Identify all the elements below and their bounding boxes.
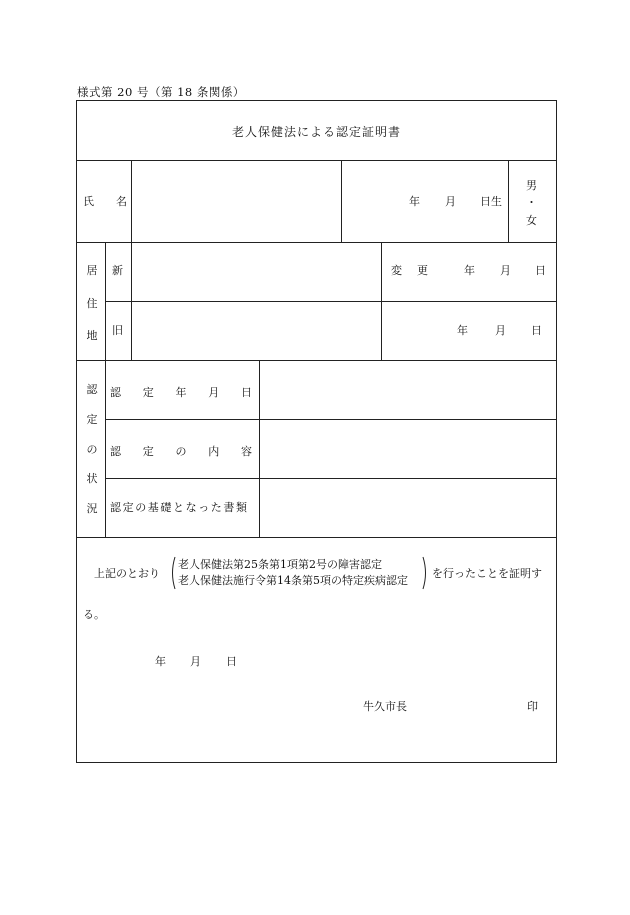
statement-continuation: る。 bbox=[83, 608, 105, 621]
date-label-char: 定 bbox=[142, 386, 154, 399]
date-label-char: 月 bbox=[208, 386, 220, 399]
certification-date-label bbox=[110, 384, 252, 400]
status-label-char: 状 bbox=[86, 472, 98, 486]
address-label bbox=[85, 265, 99, 341]
divider bbox=[105, 301, 556, 302]
form-number: 様式第 20 号（第 18 条関係） bbox=[77, 85, 245, 99]
certification-content-label bbox=[110, 443, 252, 459]
divider bbox=[105, 419, 556, 420]
divider bbox=[341, 160, 342, 242]
status-label-char: 定 bbox=[86, 412, 98, 426]
status-label-char: 況 bbox=[86, 502, 98, 515]
birth-year-label: 年 bbox=[409, 195, 420, 208]
basis-documents-label: 認定の基礎となった書類 bbox=[110, 501, 249, 514]
divider bbox=[381, 242, 382, 360]
divider bbox=[131, 242, 132, 360]
address-old-label: 旧 bbox=[112, 324, 123, 337]
status-label-char: 認 bbox=[86, 383, 98, 396]
certificate-form bbox=[76, 100, 557, 763]
divider bbox=[105, 478, 556, 479]
gender-male: 男 bbox=[526, 179, 537, 192]
gender-separator: ・ bbox=[526, 196, 537, 209]
address-label-char: 地 bbox=[86, 329, 98, 342]
issuer-title: 牛久市長 bbox=[363, 700, 407, 713]
date-label-char: 日 bbox=[241, 386, 252, 399]
date-label-char: 認 bbox=[110, 386, 121, 399]
birth-day-label: 日生 bbox=[480, 195, 502, 208]
issue-day-label: 日 bbox=[226, 655, 237, 668]
left-paren-icon bbox=[170, 556, 176, 590]
change-year-label: 年 bbox=[464, 264, 475, 277]
issue-year-label: 年 bbox=[155, 655, 166, 668]
divider bbox=[77, 242, 556, 243]
form-title: 老人保健法による認定証明書 bbox=[231, 125, 401, 139]
issue-month-label: 月 bbox=[190, 655, 201, 668]
address-new-label: 新 bbox=[112, 264, 123, 277]
old-year-label: 年 bbox=[457, 324, 468, 337]
status-label-char: の bbox=[86, 442, 98, 456]
option-specified-disease-certification: 老人保健法施行令第14条第5項の特定疾病認定 bbox=[178, 574, 408, 587]
divider bbox=[105, 242, 106, 360]
divider bbox=[77, 360, 556, 361]
change-month-label: 月 bbox=[500, 264, 511, 277]
change-day-label: 日 bbox=[535, 264, 546, 277]
statement-prefix: 上記のとおり bbox=[94, 567, 160, 580]
seal-label: 印 bbox=[527, 700, 538, 713]
divider bbox=[77, 160, 556, 161]
birth-month-label: 月 bbox=[445, 195, 456, 208]
divider bbox=[77, 537, 556, 538]
gender-female: 女 bbox=[526, 214, 537, 227]
divider bbox=[259, 360, 260, 537]
right-paren-icon bbox=[422, 556, 428, 590]
change-label: 変 更 bbox=[391, 264, 430, 277]
divider bbox=[508, 160, 509, 242]
content-label-char: 内 bbox=[208, 445, 220, 458]
certification-type-options bbox=[170, 556, 430, 590]
statement-suffix: を行ったことを証明す bbox=[432, 567, 542, 580]
certification-status-label bbox=[85, 384, 99, 514]
divider bbox=[131, 160, 132, 242]
content-label-char: の bbox=[175, 445, 187, 458]
address-label-char: 住 bbox=[86, 296, 98, 310]
divider bbox=[105, 360, 106, 537]
address-label-char: 居 bbox=[86, 264, 98, 277]
old-month-label: 月 bbox=[495, 324, 506, 337]
content-label-char: 認 bbox=[110, 445, 121, 458]
name-label: 氏 名 bbox=[83, 195, 127, 208]
date-label-char: 年 bbox=[175, 386, 187, 399]
content-label-char: 容 bbox=[241, 445, 252, 458]
content-label-char: 定 bbox=[142, 445, 154, 458]
option-disability-certification: 老人保健法第25条第1項第2号の障害認定 bbox=[178, 558, 382, 571]
old-day-label: 日 bbox=[531, 324, 542, 337]
